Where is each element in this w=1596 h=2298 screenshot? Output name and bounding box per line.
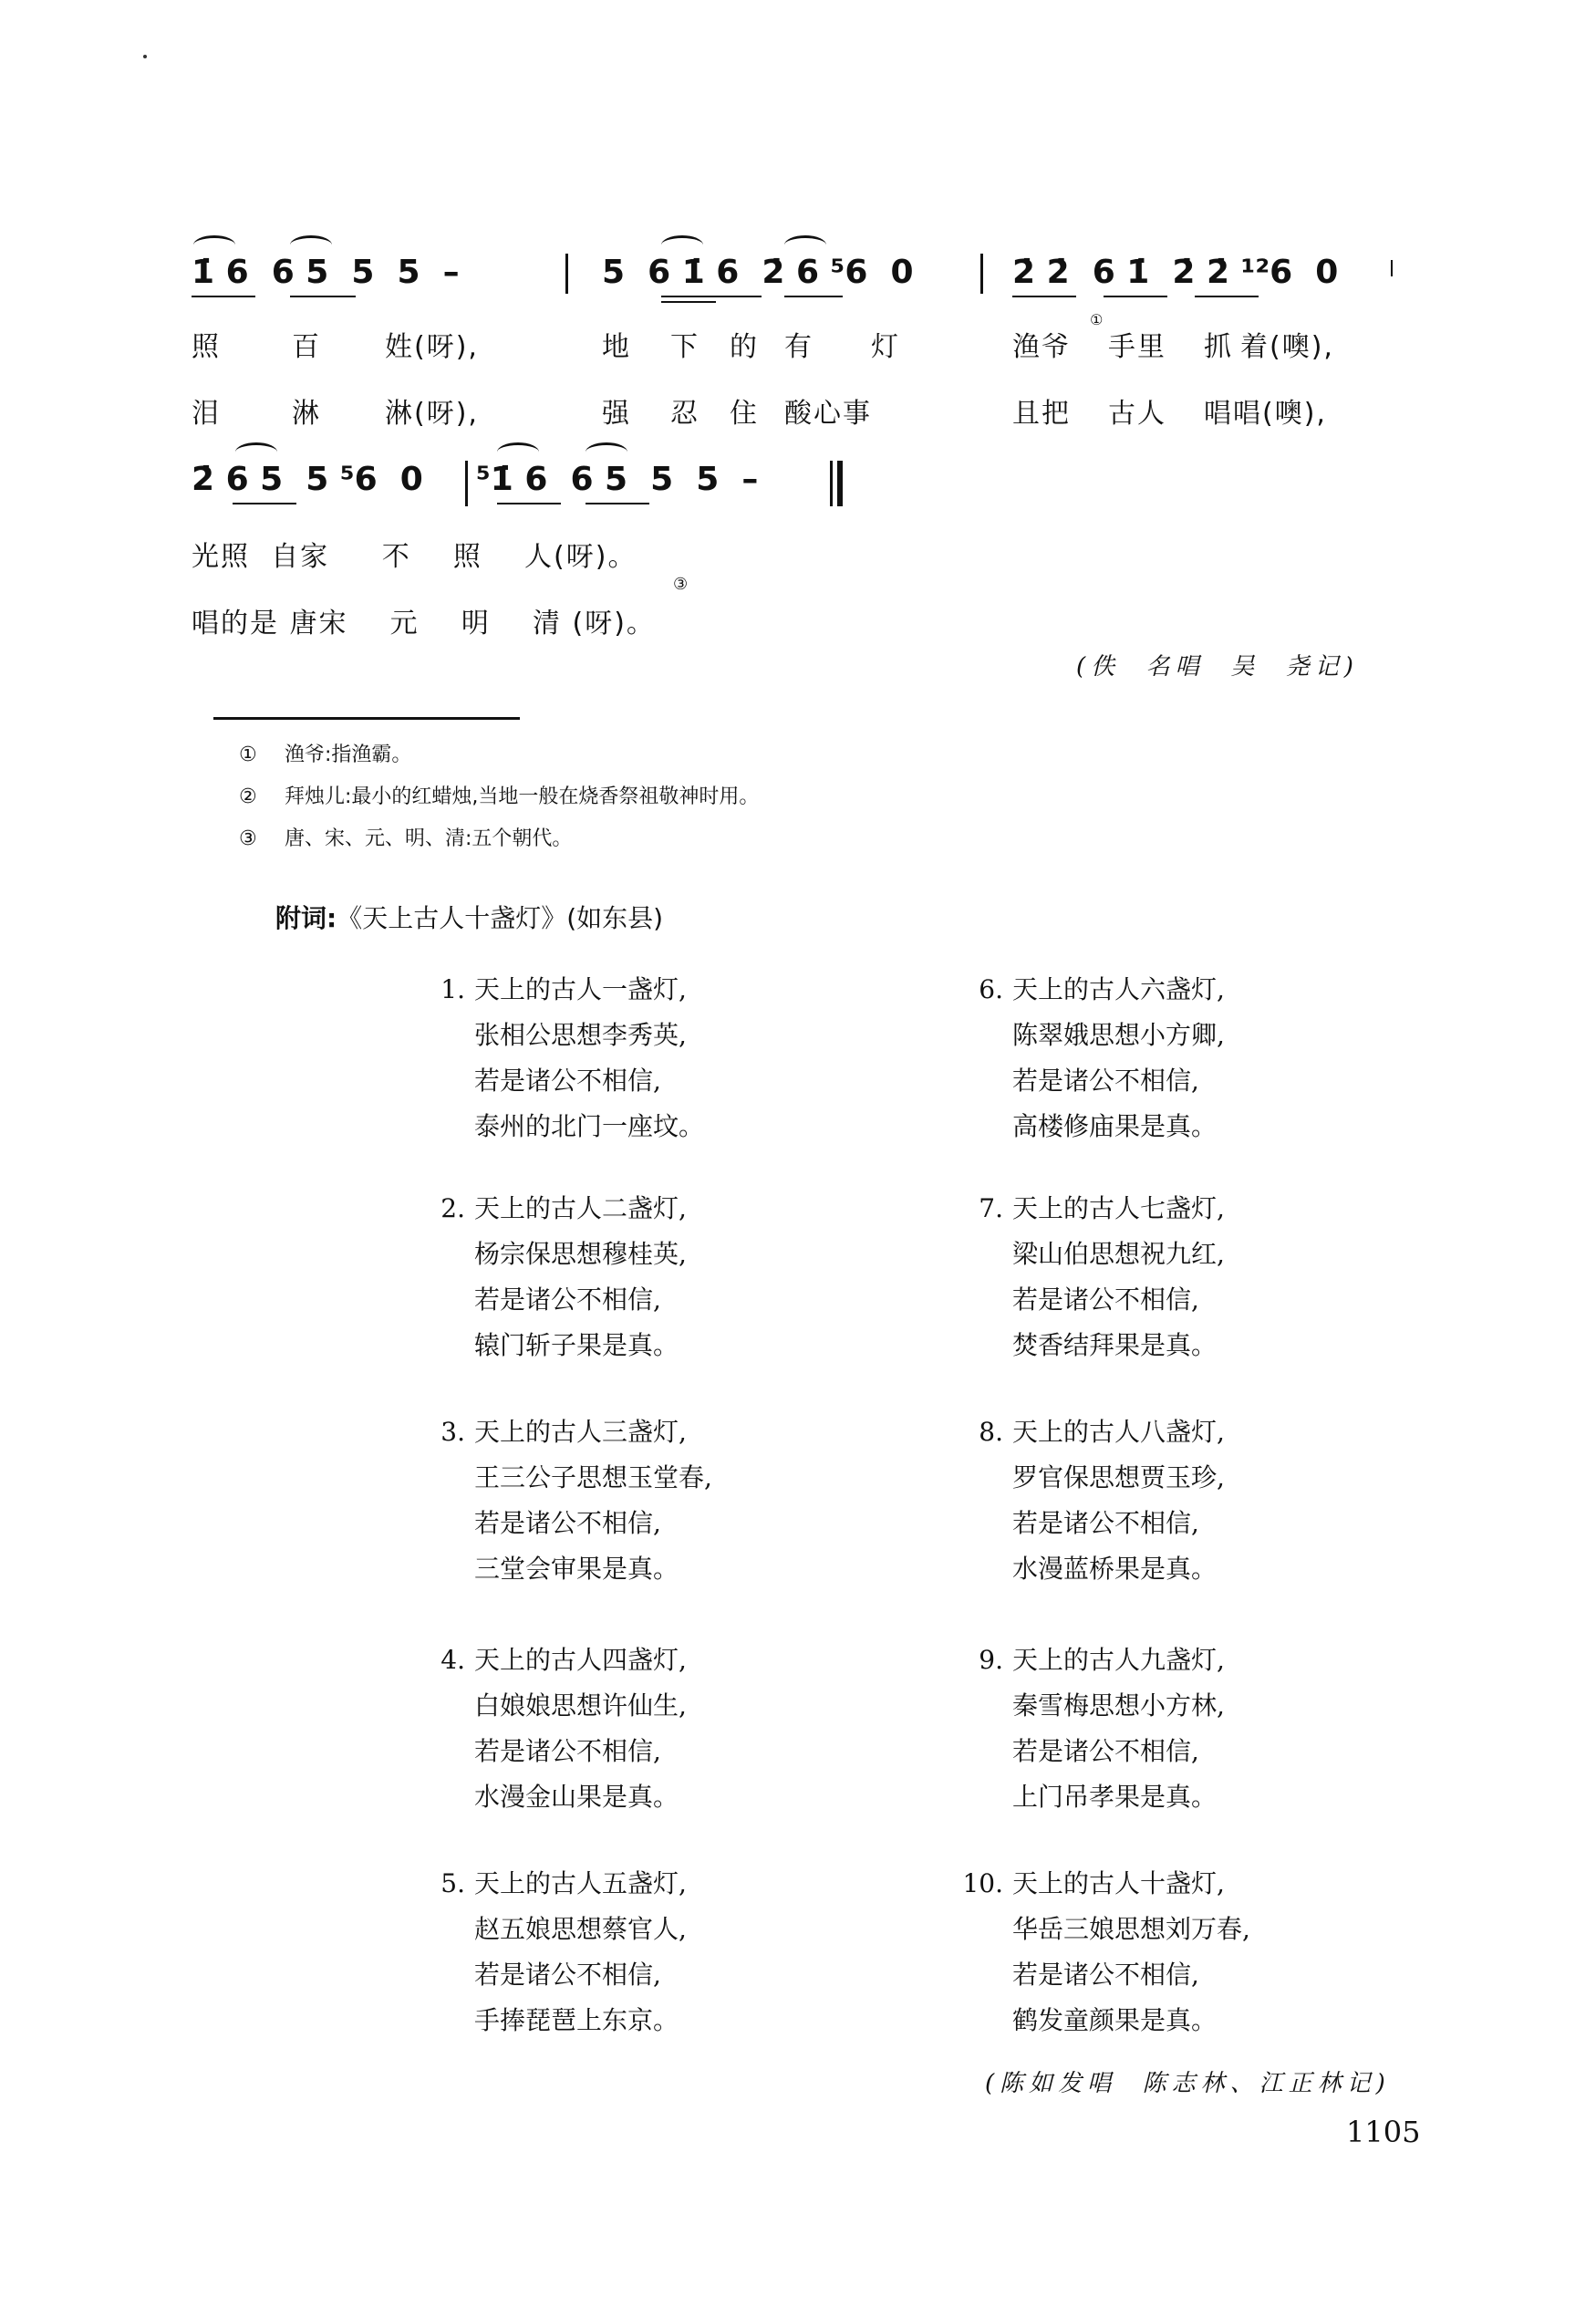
verse-line: 若是诸公不相信, <box>1012 1508 1199 1538</box>
verse-line: 罗官保思想贾玉珍, <box>1012 1462 1225 1492</box>
beam <box>497 503 561 504</box>
appendix-title: 《天上古人十盏灯》(如东县) <box>337 903 664 933</box>
verse-line: 天上的古人六盏灯, <box>1012 974 1225 1004</box>
beam <box>233 503 296 504</box>
verse-line: 秦雪梅思想小方林, <box>1012 1690 1225 1721</box>
verse-block <box>420 1186 894 1378</box>
verses-credit: (陈如发唱 陈志林、江正林记) <box>985 2070 1391 2097</box>
verse-line: 天上的古人三盏灯, <box>474 1417 687 1447</box>
verse-line: 华岳三娘思想刘万春, <box>1012 1914 1250 1944</box>
verse-line: 辕门斩子果是真。 <box>474 1330 679 1360</box>
slur <box>235 442 277 462</box>
lyric-line: 光照 自家 不 照 人(呀)。 <box>192 541 637 573</box>
verse-number: 6. <box>979 974 1003 1004</box>
footnote-number: ③ <box>239 827 257 850</box>
verse-line: 天上的古人九盏灯, <box>1012 1645 1225 1675</box>
verse-number: 4. <box>440 1645 465 1675</box>
slur <box>193 235 235 255</box>
footnote-3 <box>239 823 572 851</box>
verse-line: 王三公子思想玉堂春, <box>474 1462 712 1492</box>
verse-block <box>420 1861 894 2053</box>
verse-line: 天上的古人一盏灯, <box>474 974 687 1004</box>
verse-block <box>420 967 894 1159</box>
slur <box>784 235 826 255</box>
footnote-text: 拜烛儿:最小的红蜡烛,当地一般在烧香祭祖敬神时用。 <box>285 785 760 808</box>
verse-line: 若是诸公不相信, <box>474 1284 661 1315</box>
verse-line: 若是诸公不相信, <box>1012 1960 1199 1990</box>
measure-notes: 1̇ 6 6 5 5 5 – <box>192 254 460 291</box>
lyric-syllable: 住 <box>730 398 759 430</box>
slur <box>497 442 539 462</box>
lyric-syllable: 手里 <box>1108 331 1166 363</box>
final-barline-thin <box>830 461 833 506</box>
verse-block <box>958 967 1432 1159</box>
verse-line: 水漫蓝桥果是真。 <box>1012 1554 1218 1584</box>
verse-block <box>420 1409 894 1601</box>
verse-line: 高楼修庙果是真。 <box>1012 1111 1218 1141</box>
verse-number: 2. <box>440 1193 465 1223</box>
verse-number: 7. <box>979 1193 1003 1223</box>
measure-notes: ⁵1̇ 6 6 5 5 5 – <box>476 461 759 498</box>
lyric-syllable: 下 <box>670 331 700 363</box>
lyric-syllable: 酸心事 <box>784 398 872 430</box>
lyric-syllable: 淋(呀), <box>385 398 479 430</box>
lyric-syllable: 强 <box>602 398 631 430</box>
barline <box>980 254 983 294</box>
measure-notes: 2̇ 6 5 5 ⁵6 0 <box>192 461 423 498</box>
lyric-syllable: 抓 <box>1204 331 1233 363</box>
verse-line: 天上的古人七盏灯, <box>1012 1193 1225 1223</box>
appendix-heading <box>275 899 663 935</box>
verse-line: 若是诸公不相信, <box>474 1066 661 1096</box>
lyric-syllable: 的 <box>730 331 759 363</box>
measure-notes: 5 6 1̇ 6 2̇ 6 ⁵6 0 <box>602 254 914 291</box>
verse-line: 鹤发童颜果是真。 <box>1012 2005 1218 2035</box>
beam <box>586 503 649 504</box>
lyric-syllable: 百 <box>292 331 321 363</box>
verse-line: 若是诸公不相信, <box>1012 1066 1199 1096</box>
verse-line: 手捧琵琶上东京。 <box>474 2005 679 2035</box>
footnote-text: 唐、宋、元、明、清:五个朝代。 <box>285 827 573 850</box>
footnote-2 <box>239 781 759 809</box>
verse-number: 3. <box>440 1417 465 1447</box>
footnote-number: ② <box>239 785 257 808</box>
lyric-syllable: 且把 <box>1012 398 1071 430</box>
verse-number: 10. <box>962 1868 1003 1898</box>
verse-line: 天上的古人五盏灯, <box>474 1868 687 1898</box>
verse-line: 若是诸公不相信, <box>474 1736 661 1766</box>
slur <box>586 442 627 462</box>
verse-block <box>420 1638 894 1829</box>
beam <box>1104 296 1167 297</box>
beam <box>1195 296 1259 297</box>
barline-fragment <box>1391 260 1393 276</box>
footnote-ref: ③ <box>673 575 690 594</box>
beam <box>661 301 716 303</box>
verse-line: 三堂会审果是真。 <box>474 1554 679 1584</box>
verse-line: 若是诸公不相信, <box>1012 1736 1199 1766</box>
verse-line: 若是诸公不相信, <box>474 1960 661 1990</box>
slur <box>661 235 703 255</box>
beam <box>784 296 843 297</box>
verse-line: 赵五娘思想蔡官人, <box>474 1914 687 1944</box>
lyric-syllable: 有 <box>784 331 814 363</box>
measure-notes: 2̇ 2̇ 6 1̇ 2̇ 2̇ ¹²6 0 <box>1012 254 1339 291</box>
slur <box>290 235 332 255</box>
final-barline-thick <box>837 461 843 506</box>
beam <box>661 296 762 297</box>
lyric-line: 唱的是 唐宋 元 明 清 (呀)。 <box>192 608 656 639</box>
verse-line: 白娘娘思想许仙生, <box>474 1690 687 1721</box>
lyric-syllable: 姓(呀), <box>385 331 479 363</box>
verse-number: 1. <box>440 974 465 1004</box>
verse-line: 张相公思想李秀英, <box>474 1020 687 1050</box>
verse-number: 8. <box>979 1417 1003 1447</box>
lyric-syllable: 地 <box>602 331 631 363</box>
footnote-1 <box>239 739 411 767</box>
verse-block <box>958 1638 1432 1829</box>
verse-line: 陈翠娥思想小方卿, <box>1012 1020 1225 1050</box>
footnote-text: 渔爷:指渔霸。 <box>285 743 412 766</box>
verse-line: 天上的古人八盏灯, <box>1012 1417 1225 1447</box>
verse-line: 焚香结拜果是真。 <box>1012 1330 1218 1360</box>
verse-line: 泰州的北门一座坟。 <box>474 1111 705 1141</box>
beam <box>1012 296 1076 297</box>
verse-block <box>958 1861 1432 2053</box>
footnote-ref: ① <box>1090 311 1105 328</box>
lyric-syllable: 照 <box>192 331 221 363</box>
verse-number: 5. <box>440 1868 465 1898</box>
page-number: 1105 <box>1346 2115 1421 2149</box>
footnote-number: ① <box>239 743 257 766</box>
beam <box>290 296 356 297</box>
lyric-syllable: 淋 <box>292 398 321 430</box>
lyric-syllable: 古人 <box>1108 398 1166 430</box>
verse-line: 杨宗保思想穆桂英, <box>474 1239 687 1269</box>
verse-line: 天上的古人二盏灯, <box>474 1193 687 1223</box>
verse-line: 天上的古人十盏灯, <box>1012 1868 1225 1898</box>
verse-line: 梁山伯思想祝九红, <box>1012 1239 1225 1269</box>
barline <box>565 254 568 294</box>
appendix-label: 附词: <box>275 903 337 933</box>
lyric-syllable: 着(噢), <box>1240 331 1334 363</box>
lyric-syllable: 渔爷 <box>1012 331 1071 363</box>
lyric-syllable: 唱唱(噢), <box>1204 398 1327 430</box>
lyric-syllable: 灯 <box>871 331 900 363</box>
verse-line: 天上的古人四盏灯, <box>474 1645 687 1675</box>
lyric-syllable: 忍 <box>670 398 700 430</box>
beam <box>192 296 255 297</box>
verse-line: 水漫金山果是真。 <box>474 1782 679 1812</box>
score-credit: (佚 名唱 吴 尧记) <box>1076 653 1359 681</box>
barline <box>465 461 468 506</box>
verse-block <box>958 1409 1432 1601</box>
verse-line: 若是诸公不相信, <box>1012 1284 1199 1315</box>
verse-line: 若是诸公不相信, <box>474 1508 661 1538</box>
verse-number: 9. <box>979 1645 1003 1675</box>
scan-speck <box>143 55 147 58</box>
verse-line: 上门吊孝果是真。 <box>1012 1782 1218 1812</box>
lyric-syllable: 泪 <box>192 398 221 430</box>
footnote-rule <box>213 717 520 720</box>
verse-block <box>958 1186 1432 1378</box>
